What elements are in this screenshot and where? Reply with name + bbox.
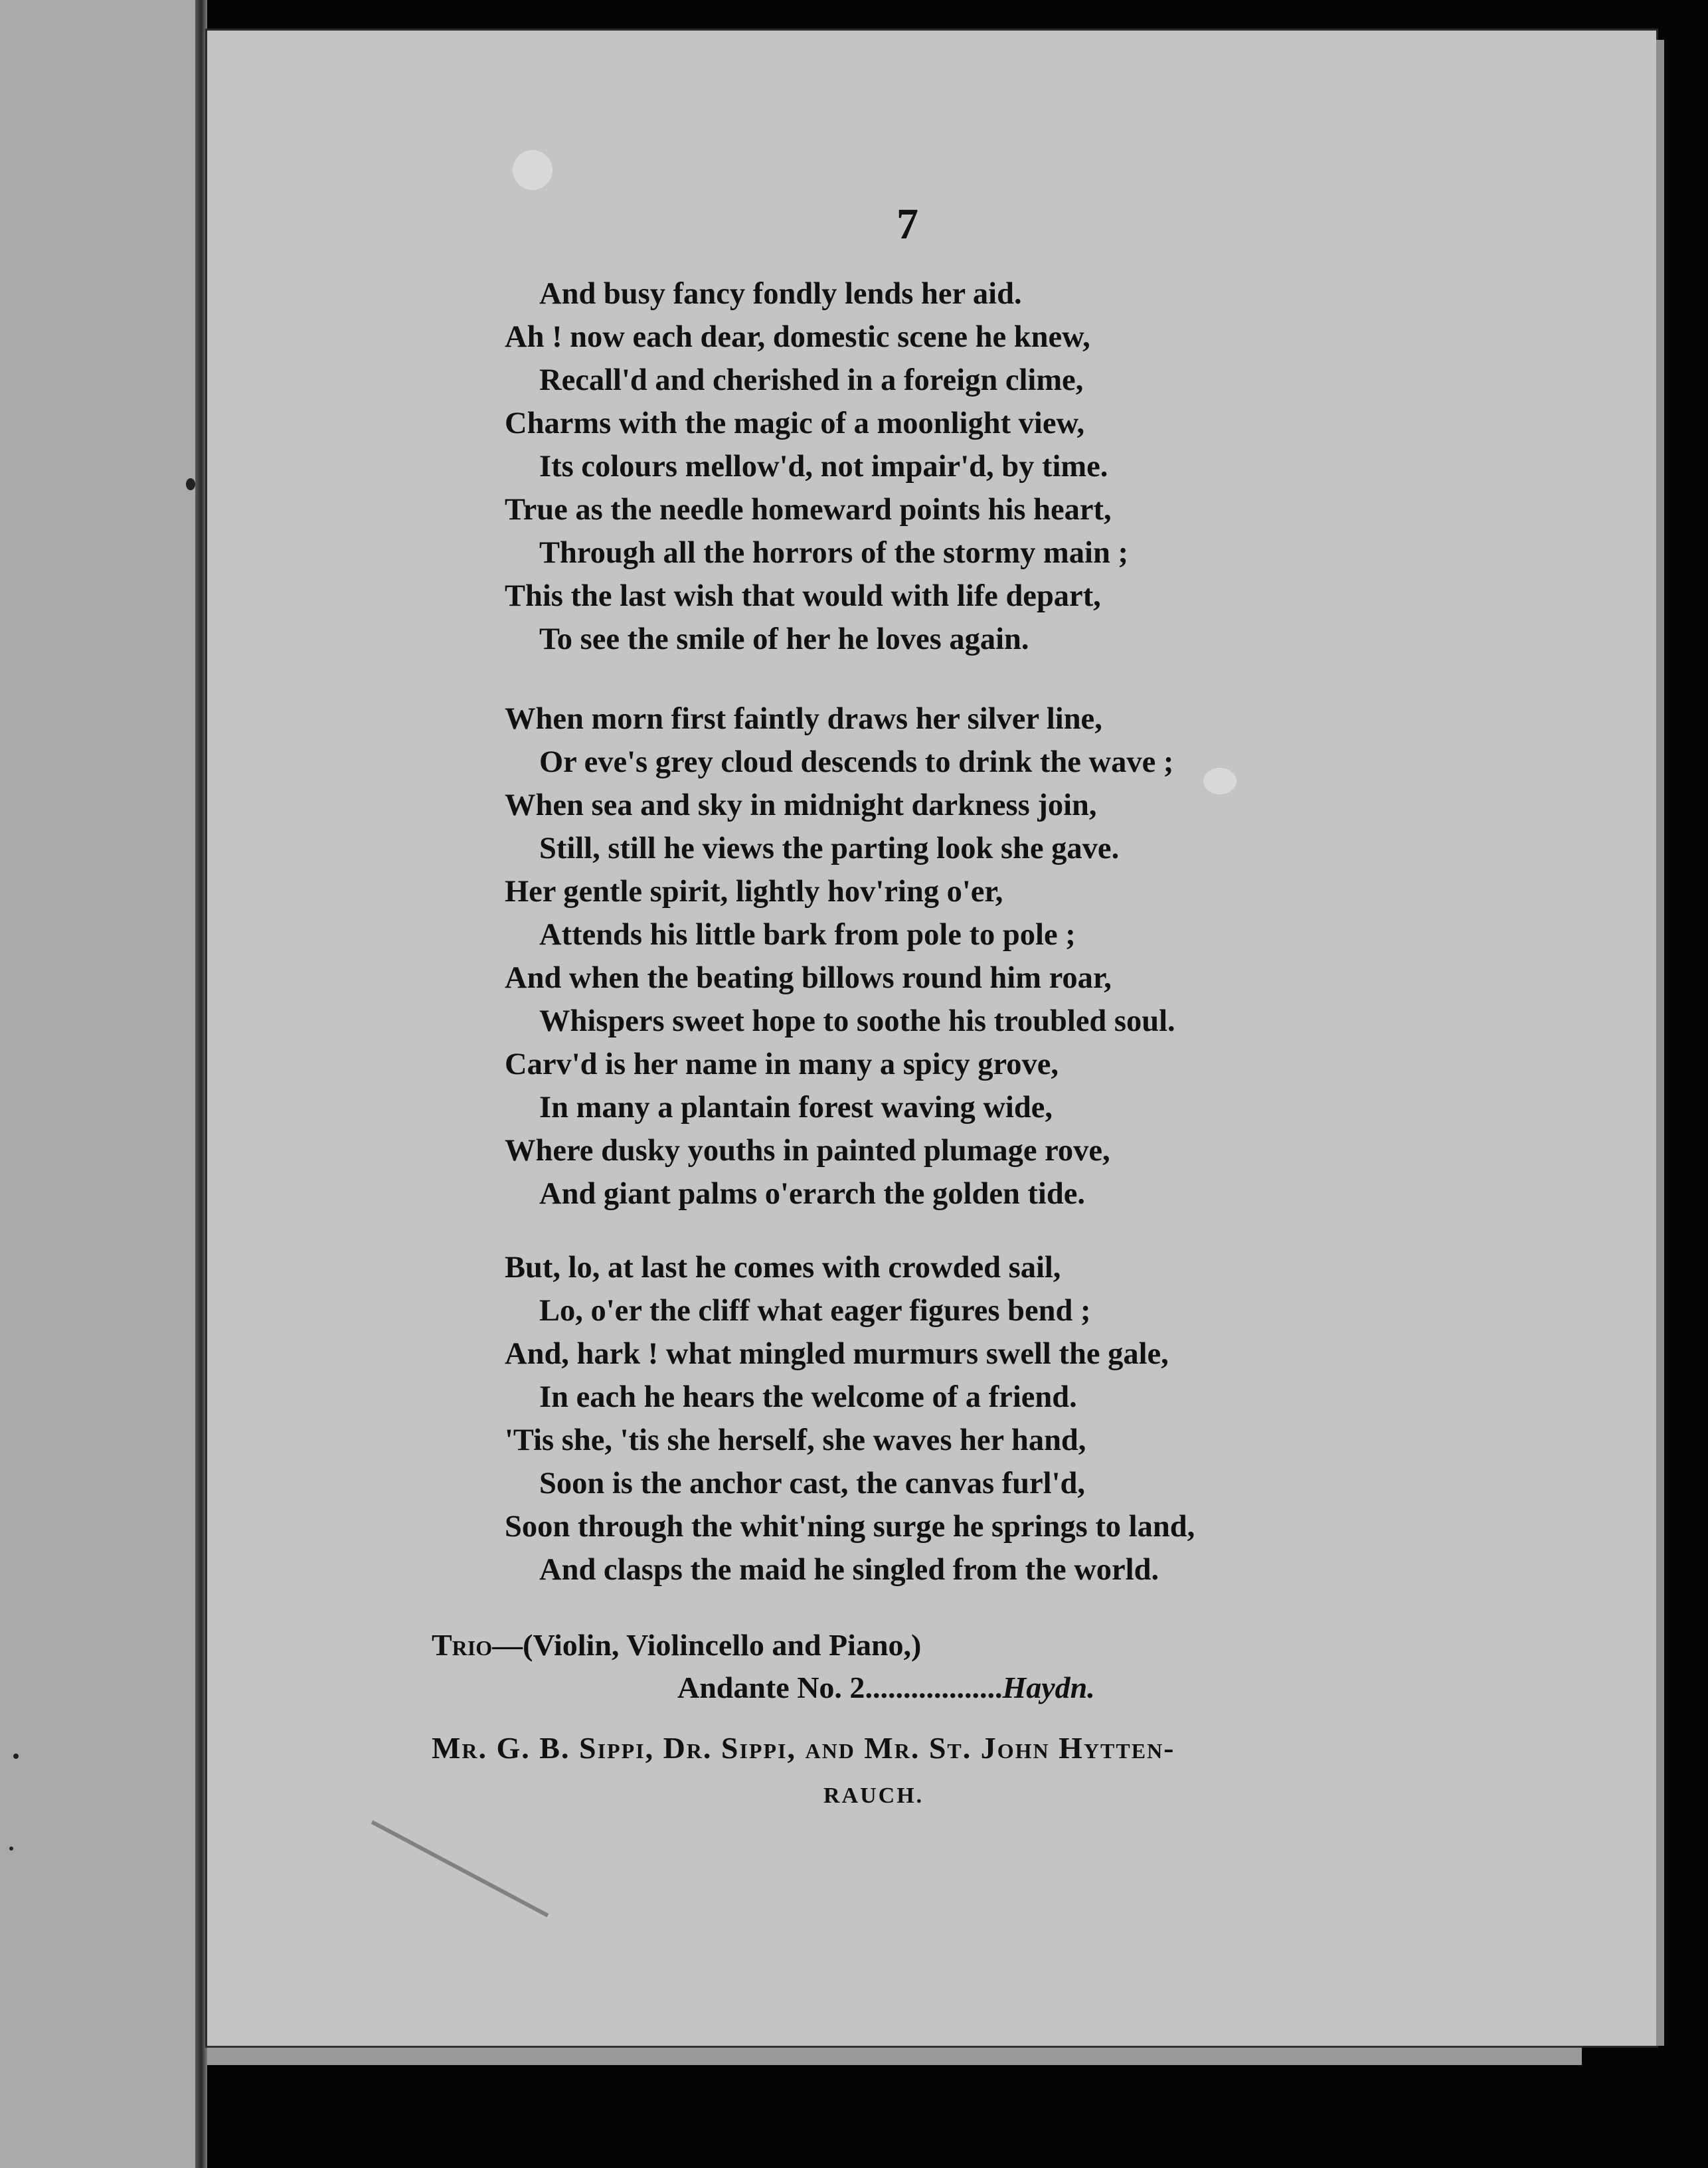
verse-line: Ah ! now each dear, domestic scene he knew, xyxy=(505,320,1090,354)
verse-line: And, hark ! what mingled murmurs swell the gale, xyxy=(505,1337,1169,1371)
facing-page xyxy=(0,0,202,2168)
trio-instruments: —(Violin, Violincello and Piano,) xyxy=(492,1628,922,1662)
verse-line: Carv'd is her name in many a spicy grove, xyxy=(505,1047,1059,1081)
verse-line: Or eve's grey cloud descends to drink the wave ; xyxy=(539,745,1174,779)
performers-continuation: RAUCH. xyxy=(823,1783,924,1808)
verse-line: And busy fancy fondly lends her aid. xyxy=(539,277,1022,311)
verse-line: When morn first faintly draws her silver line, xyxy=(505,702,1102,736)
verse-line: True as the needle homeward points his heart, xyxy=(505,493,1112,527)
stanza xyxy=(505,272,1128,661)
verse-line: Whispers sweet hope to soothe his troubled soul. xyxy=(539,1004,1175,1038)
verse-line: Where dusky youths in painted plumage rove, xyxy=(505,1134,1110,1168)
program-entry xyxy=(432,1627,1395,1712)
verse-line: Attends his little bark from pole to pole ; xyxy=(539,918,1076,952)
trio-label: Trio xyxy=(432,1628,493,1662)
verse-line: Soon through the whit'ning surge he springs to land, xyxy=(505,1510,1195,1544)
performers: Mr. G. B. Sippi, Dr. Sippi, and Mr. St. John Hytten- xyxy=(432,1731,1175,1765)
verse-line: 'Tis she, 'tis she herself, she waves her hand, xyxy=(505,1423,1086,1457)
verse-line: Its colours mellow'd, not impair'd, by time. xyxy=(539,450,1108,484)
dot-leader: .................. xyxy=(865,1671,1003,1704)
verse-line: And when the beating billows round him roar, xyxy=(505,961,1112,995)
stanza xyxy=(505,1246,1195,1591)
ink-speck xyxy=(186,478,195,490)
verse-line: And giant palms o'erarch the golden tide. xyxy=(539,1177,1085,1211)
trio-line xyxy=(432,1627,1395,1670)
verse-line: Her gentle spirit, lightly hov'ring o'er, xyxy=(505,875,1003,909)
stanza xyxy=(505,697,1175,1216)
composer: Haydn. xyxy=(1002,1671,1095,1704)
verse-line: And clasps the maid he singled from the world. xyxy=(539,1553,1159,1587)
book-spine xyxy=(195,0,207,2168)
verse-line: Still, still he views the parting look she gave. xyxy=(539,832,1120,865)
piece-line xyxy=(677,1670,1395,1712)
verse-line: Recall'd and cherished in a foreign clime, xyxy=(539,363,1084,397)
paper-stain xyxy=(1203,768,1237,794)
page-edge xyxy=(207,2046,1582,2065)
verse-line: Charms with the magic of a moonlight view, xyxy=(505,406,1085,440)
verse-line: This the last wish that would with life depart, xyxy=(505,579,1101,613)
piece-title: Andante No. 2 xyxy=(677,1671,865,1704)
ink-speck xyxy=(13,1754,19,1759)
verse-line: In many a plantain forest waving wide, xyxy=(539,1091,1053,1125)
verse-line: To see the smile of her he loves again. xyxy=(539,622,1029,656)
page-edge xyxy=(1656,40,1664,2046)
verse-line: Through all the horrors of the stormy main ; xyxy=(539,536,1128,570)
verse-line: Soon is the anchor cast, the canvas furl'd, xyxy=(539,1467,1085,1500)
paper-stain xyxy=(513,150,553,190)
page-number: 7 xyxy=(897,200,918,248)
verse-line: When sea and sky in midnight darkness join, xyxy=(505,788,1097,822)
verse-line: Lo, o'er the cliff what eager figures bend ; xyxy=(539,1294,1091,1328)
verse-line: But, lo, at last he comes with crowded sail, xyxy=(505,1251,1061,1285)
ink-speck xyxy=(9,1847,13,1851)
verse-line: In each he hears the welcome of a friend. xyxy=(539,1380,1077,1414)
